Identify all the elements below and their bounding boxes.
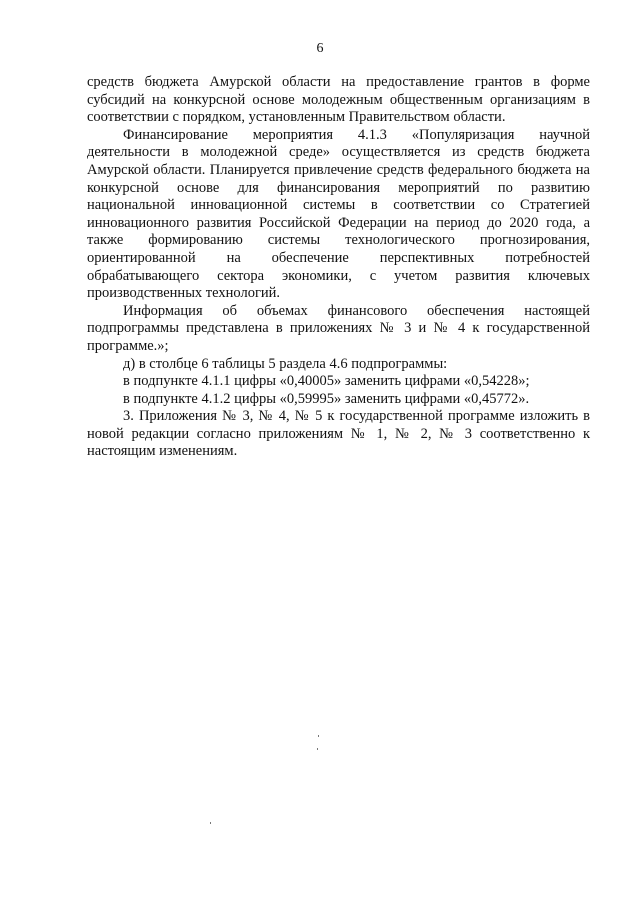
paragraph-grants-continuation: средств бюджета Амурской области на предоставление грантов в форме субсидий на конкурсной основе молодежным общественным организациям в соответствии с порядком, установленным Правительством области. xyxy=(87,74,590,126)
paragraph-subitem-4-1-2: в подпункте 4.1.2 цифры «0,59995» заменить цифрами «0,45772». xyxy=(123,390,530,407)
paragraph-financing-info: Информация об объемах финансового обеспечения настоящей подпрограммы представлена в приложениях № 3 и № 4 к государственной программе.»; xyxy=(87,302,590,354)
paragraph-financing-4-1-3: Финансирование мероприятия 4.1.3 «Популяризация научной деятельности в молодежной среде» осуществляется из средств бюджета Амурской области. Планируется привлечение средств федерального бюджета на конкурсной основе для финансирования мероприятий по развитию национальной инновационной системы в соответствии со Стратегией инновационного развития Российской Федерации на период до 2020 года, а также формированию системы технологического прогнозирования, ориентированной на обеспечение перспективных потребностей обрабатывающего сектора экономики, с учетом развития ключевых производственных технологий. xyxy=(87,126,590,302)
paragraph-item-3-appendices: 3. Приложения № 3, № 4, № 5 к государственной программе изложить в новой редакции согласно приложениям № 1, № 2, № 3 соответственно к настоящим изменениям. xyxy=(87,408,590,460)
paragraph-item-d: д) в столбце 6 таблицы 5 раздела 4.6 подпрограммы: xyxy=(123,355,448,372)
page-number: 6 xyxy=(316,41,324,56)
paragraph-subitem-4-1-1: в подпункте 4.1.1 цифры «0,40005» заменить цифрами «0,54228»; xyxy=(123,373,530,390)
scan-speck xyxy=(317,748,318,750)
scan-speck xyxy=(318,735,319,737)
scan-speck xyxy=(210,822,211,824)
document-body xyxy=(87,74,590,461)
